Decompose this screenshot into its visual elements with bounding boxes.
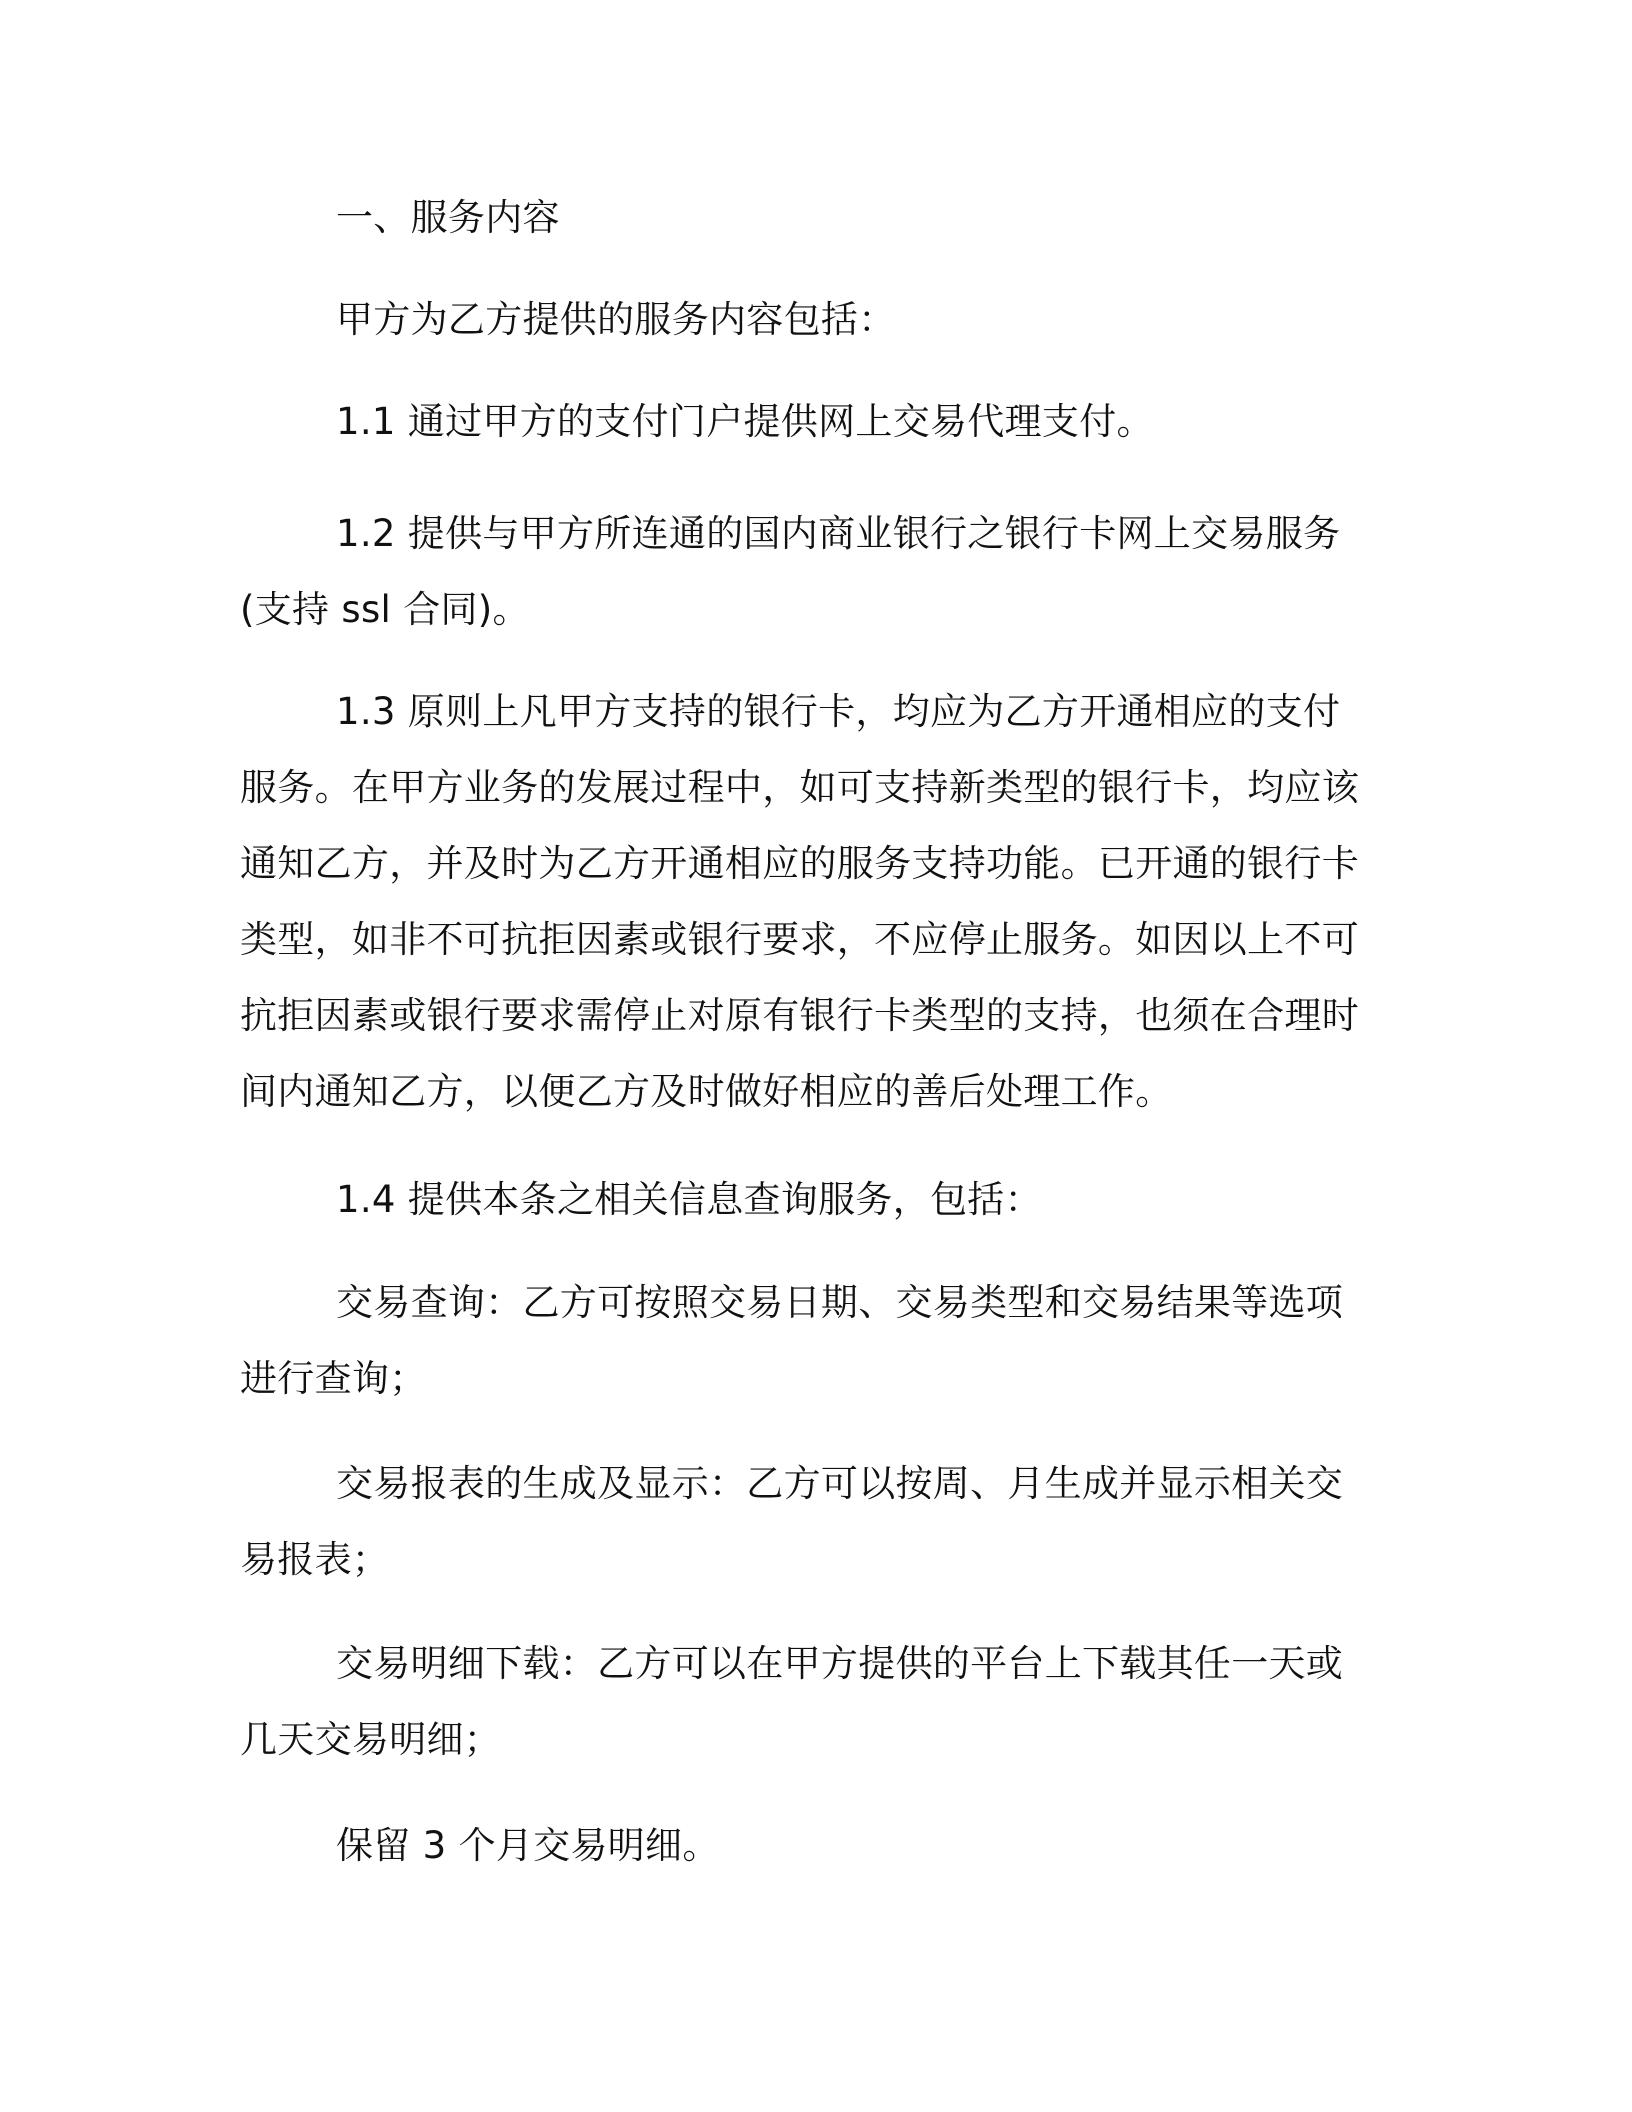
transaction-report-paragraph: 交易报表的生成及显示：乙方可以按周、月生成并显示相关交易报表； (240, 1462, 1344, 1581)
intro-paragraph: 甲方为乙方提供的服务内容包括： (336, 298, 896, 341)
clause-1-1-paragraph: 1.1 通过甲方的支付门户提供网上交易代理支付。 (336, 400, 1154, 443)
transaction-download-paragraph: 交易明细下载：乙方可以在甲方提供的平台上下载其任一天或几天交易明细； (240, 1642, 1344, 1761)
retention-paragraph: 保留 3 个月交易明细。 (336, 1824, 720, 1867)
section-heading: 一、服务内容 (336, 196, 560, 239)
transaction-query-paragraph: 交易查询：乙方可按照交易日期、交易类型和交易结果等选项进行查询； (240, 1281, 1344, 1400)
clause-1-3-paragraph: 1.3 原则上凡甲方支持的银行卡，均应为乙方开通相应的支付服务。在甲方业务的发展过程中，如可支持新类型的银行卡，均应该通知乙方，并及时为乙方开通相应的服务支持功能。已开通的银行卡类型，如非不可抗拒因素或银行要求，不应停止服务。如因以上不可抗拒因素或银行要求需停止对原有银行卡类型的支持，也须在合理时间内通知乙方，以便乙方及时做好相应的善后处理工作。 (240, 690, 1359, 1113)
clause-1-4-paragraph: 1.4 提供本条之相关信息查询服务，包括： (336, 1178, 1042, 1221)
clause-1-2-paragraph: 1.2 提供与甲方所连通的国内商业银行之银行卡网上交易服务(支持 ssl 合同)。 (240, 512, 1341, 631)
